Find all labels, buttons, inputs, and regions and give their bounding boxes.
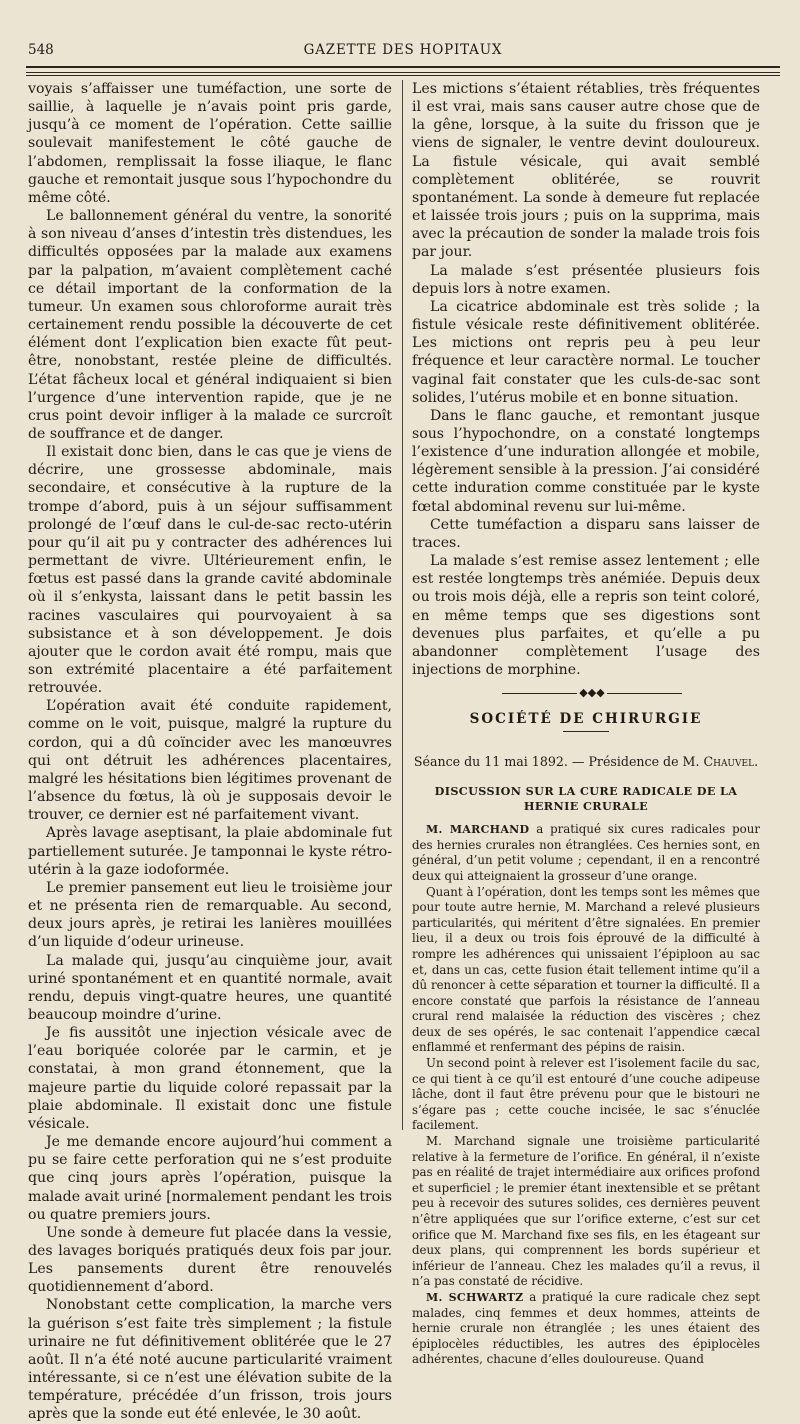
speaker-name: M. SCHWARTZ — [426, 1290, 524, 1304]
discussion-text: M. Marchand signale une troisième particularité relative à la fermeture de l’orifice. En général, il n’existe pas en réalité de trajet intermédiaire aux orifices profond et superficiel ; le premier étant inextensible et se prêtant peu à recevoir des sutures solides, ces dernières peuvent n’être appliquées que sur l’orifice externe, c’est sur cet orifice que M. Marchand fixe ses fils, en les étageant sur deux plans, qui comprennent les bords supérieur et inférieur de l’anneau. Chez les malades qu’il a revus, il n’a pas constaté de récidive. — [412, 1134, 760, 1289]
paragraph: Nonobstant cette complication, la marche vers la guérison s’est faite très simplement ; la fistule urinaire ne fut définitivement oblitérée que le 27 août. Il n’a été noté aucune particularité vraiment intéressante, si ce n’est une élévation subite de la température, précédée d’un frisson, trois jours après que la sonde eut été enlevée, le 30 août. — [28, 1297, 392, 1423]
discussion-text: a pratiqué six cures radicales pour des hernies crurales non étranglées. Ces hernies sont, en général, d’un petit volume ; cependant, il en a rencontré deux qui atteignaient la grosseur d’une orange. — [412, 822, 760, 883]
paragraph: La cicatrice abdominale est très solide ; la fistule vésicale reste définitivement oblitérée. Les mictions ont repris peu à peu leur fréquence et leur caractère normal. Le toucher vaginal fait constater que les culs-de-sac sont solides, l’utérus mobile et en bonne situation. — [412, 298, 760, 406]
paragraph: Après lavage aseptisant, la plaie abdominale fut partiellement suturée. Je tamponnai le kyste rétro-utérin à la gaze iodoformée. — [28, 825, 392, 878]
section-ornament — [412, 687, 760, 699]
paragraph: Une sonde à demeure fut placée dans la vessie, des lavages boriqués pratiqués deux fois par jour. Les pansements durent être renouvelés quotidiennement d’abord. — [28, 1224, 392, 1296]
section-title: SOCIÉTÉ DE CHIRURGIE — [469, 711, 703, 728]
paragraph: La malade qui, jusqu’au cinquième jour, avait uriné spontanément et en quantité normale, avait rendu, depuis vingt-quatre heures, une quantité beaucoup moindre d’urine. — [28, 952, 392, 1023]
paragraph: Je fis aussitôt une injection vésicale avec de l’eau boriquée colorée par le carmin, et je constatai, à mon grand étonnement, que la majeure partie du liquide coloré repassait par la plaie abdominale. Il existait donc une fistule vésicale. — [28, 1025, 392, 1132]
paragraph: L’opération avait été conduite rapidement, comme on le voit, puisque, malgré la rupture du cordon, qui a dû coïncider avec les manœuvres qui ont détruit les adhérences placentaires, malgré les hésitations bien légitimes provenant de l’absence du fœtus, là où je supposais devoir le trouver, ce dernier est né parfaitement vivant. — [28, 698, 392, 824]
discussion-title: DISCUSSION SUR LA CURE RADICALE DE LA HERNIE CRURALE — [434, 784, 738, 814]
section-title-rule — [563, 731, 609, 732]
ornament-diamonds: ◆◆◆ — [577, 687, 607, 699]
paragraph: Le ballonnement général du ventre, la sonorité à son niveau d’anses d’intestin très distendues, les difficultés opposées par la malade aux examens par la palpation, m’avaient complètement caché ce détail important de la conformation de la tumeur. Un examen sous chloroforme aurait très certainement rendu possible la découverte de cet élément dont l’explication bien exacte fût peut-être, nonobstant, restée pleine de difficultés. L’état fâcheux local et général indiquaient si bien l’urgence d’une intervention rapide, que je ne crus point devoir infliger à la malade ce surcroît de souffrance et de danger. — [28, 208, 392, 442]
page-number: 548 — [28, 42, 54, 58]
paragraph: Le premier pansement eut lieu le troisième jour et ne présenta rien de remarquable. Au second, deux jours après, je retirai les lanières mouillées d’un liquide d’odeur urineuse. — [28, 879, 392, 951]
header-rule — [26, 75, 780, 76]
discussion-text: Quant à l’opération, dont les temps sont les mêmes que pour toute autre hernie, M. Marchand a relevé plusieurs particularités, qui méritent d’être signalées. En premier lieu, il a deux ou trois fois éprouvé de la difficulté à rompre les adhérences qui unissaient l’épiploon au sac et, dans un cas, cette fusion était tellement intime qu’il a dû renoncer à cette séparation et tourner la difficulté. Il a encore constaté que parfois la résistance de l’anneau crural rend malaisée la réduction des viscères ; chez deux de ses opérés, le sac contenait l’appendice cæcal enflammé et renfermant des pépins de raisin. — [412, 884, 760, 1055]
paragraph: Dans le flanc gauche, et remontant jusque sous l’hypochondre, on a constaté longtemps l’existence d’une induration allongée et mobile, légèrement sensible à la pression. J’ai considéré cette induration comme constituée par le kyste fœtal abdominal revenu sur lui-même. — [412, 407, 760, 515]
paragraph: Il existait donc bien, dans le cas que je viens de décrire, une grossesse abdominale, mais secondaire, et consécutive à la rupture de la trompe d’abord, puis à un séjour suffisamment prolongé de l’œuf dans le cul-de-sac recto-utérin pour qu’il ait pu y contracter des adhérences lui permettant de vivre. Ultérieurement enfin, le fœtus est passé dans la grande cavité abdominale où il s’enkysta, laissant dans le petit bassin les racines vasculaires qui pourvoyaient à sa subsistance et à son développement. Je dois ajouter que le cordon avait été rompu, mais que son extrémité placentaire a été parfaitement retrouvée. — [28, 444, 392, 697]
header-rule — [26, 72, 780, 73]
speaker-name: M. MARCHAND — [426, 823, 530, 837]
session-date: Séance du 11 mai 1892. — Présidence de M. — [413, 754, 704, 770]
discussion-paragraph — [412, 1290, 760, 1368]
right-column — [412, 80, 760, 1368]
header-rule — [26, 66, 780, 68]
paragraph: La malade s’est remise assez lentement ; elle est restée longtemps très anémiée. Depuis deux ou trois mois déjà, elle a repris son teint coloré, en même temps que ses digestions sont devenues plus parfaites, et qu’elle a pu abandonner complètement l’usage des injections de morphine. — [412, 553, 760, 678]
paragraph: voyais s’affaisser une tuméfaction, une sorte de saillie, à laquelle je n’avais point pris garde, jusqu’à ce moment de l’opération. Cette saillie soulevait manifestement le côté gauche de l’abdomen, remplissait la fosse iliaque, le flanc gauche et remontait jusque sous l’hypochondre du même côté. — [28, 81, 392, 206]
discussion-text: a pratiqué la cure radicale chez sept malades, cinq femmes et deux hommes, atteints de hernie crurale non étranglée ; les unes étaient des épiplocèles réductibles, les autres des épiplocèles adhérentes, chacune d’elles douloureuse. Quand — [412, 1289, 760, 1367]
session-line — [412, 754, 760, 770]
discussion-paragraph — [412, 1134, 760, 1290]
paragraph: Cette tuméfaction a disparu sans laisser de traces. — [412, 516, 760, 551]
discussion-paragraph — [412, 885, 760, 1057]
running-title: GAZETTE DES HOPITAUX — [303, 42, 503, 58]
paragraph: La malade s’est présentée plusieurs fois depuis lors à notre examen. — [412, 262, 760, 297]
paragraph: Les mictions s’étaient rétablies, très fréquentes il est vrai, mais sans causer autre chose que de la gêne, lorsque, à la suite du frisson que je viens de signaler, le ventre devint douloureux. La fistule vésicale, qui avait semblé complètement oblitérée, se rouvrit spontanément. La sonde à demeure fut replacée et laissée trois jours ; puis on la supprima, mais avec la précaution de sonder la malade trois fois par jour. — [412, 81, 760, 261]
paragraph: Je me demande encore aujourd’hui comment a pu se faire cette perforation qui ne s’est produite que cinq jours après l’opération, puisque la malade avait uriné [normalement pendant les trois ou quatre premiers jours. — [28, 1134, 392, 1223]
discussion-paragraph — [412, 1056, 760, 1134]
column-divider — [402, 80, 403, 1130]
discussion-text: Un second point à relever est l’isolement facile du sac, ce qui tient à ce qu’il est entouré d’une couche adipeuse lâche, dont il faut être prévenu pour que le bistouri ne s’égare pas ; cette couche incisée, le sac s’énuclée facilement. — [412, 1056, 760, 1133]
left-column — [28, 80, 392, 1424]
discussion-paragraph — [412, 822, 760, 884]
session-president: Chauvel. — [703, 754, 759, 770]
page-header — [28, 42, 778, 64]
